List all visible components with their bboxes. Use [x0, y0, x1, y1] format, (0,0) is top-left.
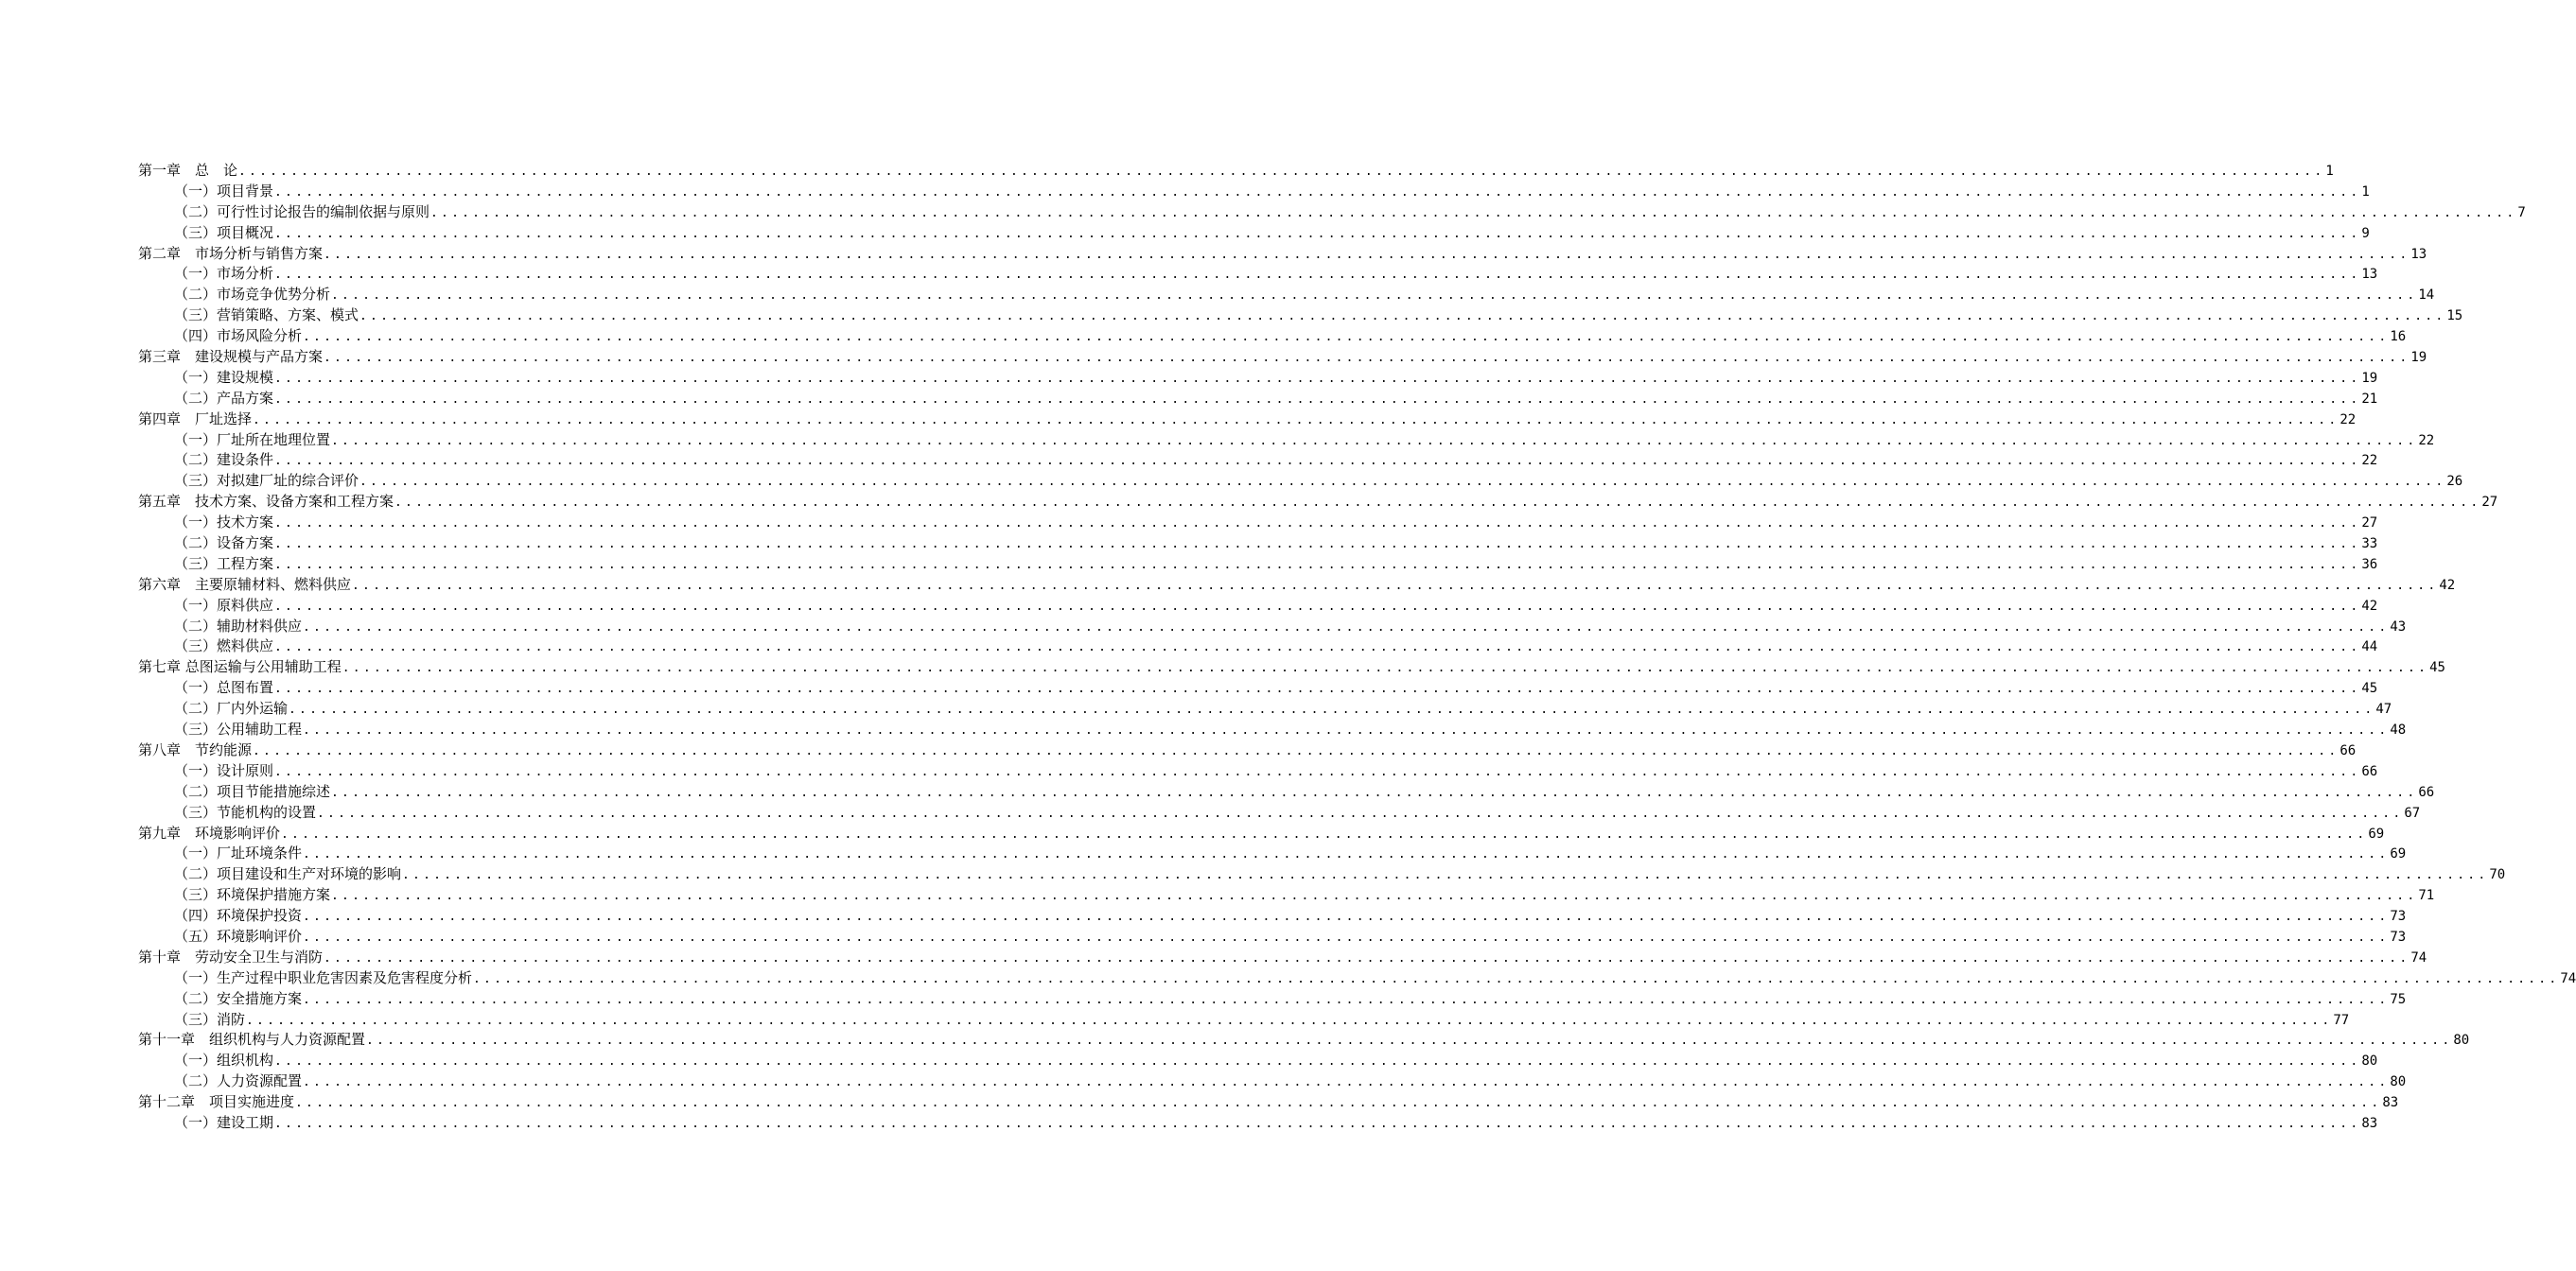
toc-section-entry[interactable]	[138, 968, 2576, 989]
toc-dot-leader: ........................................................................................................................................................................................................	[274, 1116, 2361, 1131]
toc-page-number: 74	[2410, 949, 2427, 966]
toc-entry-title: （二）人力资源配置	[174, 1072, 303, 1090]
toc-dot-leader: ........................................................................................................................................................................................................	[303, 910, 2390, 925]
toc-dot-leader: ........................................................................................................................................................................................................	[303, 847, 2390, 862]
toc-entry-title: 第六章 主要原辅材料、燃料供应	[138, 575, 352, 593]
toc-entry-title: （三）项目概况	[174, 223, 274, 241]
toc-entry-title: （三）燃料供应	[174, 637, 274, 655]
toc-chapter-entry[interactable]	[138, 409, 2357, 430]
toc-entry-title: （三）营销策略、方案、模式	[174, 306, 359, 324]
toc-page-number: 75	[2390, 991, 2407, 1007]
toc-section-entry[interactable]	[138, 864, 2506, 885]
toc-chapter-entry[interactable]	[138, 824, 2385, 844]
table-of-contents	[138, 161, 2576, 1134]
toc-page-number: 80	[2453, 1033, 2470, 1049]
toc-section-entry[interactable]	[138, 430, 2435, 451]
toc-dot-leader: ........................................................................................................................................................................................................	[473, 971, 2560, 986]
toc-page-number: 19	[2361, 370, 2378, 386]
toc-page-number: 19	[2410, 350, 2427, 366]
toc-page-number: 66	[2418, 784, 2435, 800]
toc-page-number: 36	[2361, 556, 2378, 572]
toc-dot-leader: ........................................................................................................................................................................................................	[331, 433, 2418, 448]
toc-section-entry[interactable]	[138, 471, 2463, 492]
toc-dot-leader: ........................................................................................................................................................................................................	[274, 226, 2361, 241]
toc-dot-leader: ........................................................................................................................................................................................................	[394, 496, 2481, 511]
toc-entry-title: 第七章 总图运输与公用辅助工程	[138, 658, 342, 676]
toc-dot-leader: ........................................................................................................................................................................................................	[331, 288, 2418, 304]
toc-page-number: 42	[2361, 598, 2378, 614]
toc-section-entry[interactable]	[138, 699, 2392, 720]
toc-entry-title: （三）对拟建厂址的综合评价	[174, 472, 359, 490]
toc-page-number: 77	[2333, 1012, 2350, 1028]
toc-dot-leader: ........................................................................................................................................................................................................	[274, 640, 2361, 655]
toc-page-number: 22	[2339, 411, 2357, 427]
toc-page-number: 74	[2560, 970, 2576, 986]
toc-dot-leader: ........................................................................................................................................................................................................	[281, 827, 2368, 842]
toc-entry-title: （二）可行性讨论报告的编制依据与原则	[174, 202, 430, 220]
toc-dot-leader: ........................................................................................................................................................................................................	[324, 247, 2410, 262]
toc-entry-title: 第五章 技术方案、设备方案和工程方案	[138, 493, 394, 511]
toc-dot-leader: ........................................................................................................................................................................................................	[430, 205, 2517, 220]
toc-dot-leader: ........................................................................................................................................................................................................	[342, 661, 2429, 676]
toc-section-entry[interactable]	[138, 906, 2407, 927]
toc-dot-leader: ........................................................................................................................................................................................................	[303, 930, 2390, 945]
toc-section-entry[interactable]	[138, 513, 2378, 533]
toc-entry-title: （一）生产过程中职业危害因素及危害程度分析	[174, 968, 473, 986]
toc-section-entry[interactable]	[138, 182, 2370, 202]
toc-page-number: 14	[2418, 287, 2435, 304]
toc-entry-title: （一）市场分析	[174, 265, 274, 283]
toc-section-entry[interactable]	[138, 389, 2378, 409]
toc-section-entry[interactable]	[138, 1010, 2350, 1031]
toc-entry-title: （一）设计原则	[174, 761, 274, 779]
toc-chapter-entry[interactable]	[138, 492, 2498, 513]
toc-entry-title: （一）总图布置	[174, 679, 274, 697]
toc-dot-leader: ........................................................................................................................................................................................................	[324, 950, 2410, 966]
toc-dot-leader: ........................................................................................................................................................................................................	[366, 1034, 2453, 1049]
toc-section-entry[interactable]	[138, 368, 2378, 389]
toc-page-number: 1	[2325, 164, 2334, 179]
toc-entry-title: （三）消防	[174, 1010, 246, 1028]
toc-dot-leader: ........................................................................................................................................................................................................	[274, 764, 2361, 779]
toc-entry-title: （三）环境保护措施方案	[174, 886, 331, 904]
toc-section-entry[interactable]	[138, 678, 2378, 699]
toc-entry-title: 第十一章 组织机构与人力资源配置	[138, 1031, 366, 1049]
toc-section-entry[interactable]	[138, 533, 2378, 554]
toc-page-number: 9	[2361, 225, 2370, 241]
toc-page-number: 47	[2375, 702, 2392, 718]
toc-dot-leader: ........................................................................................................................................................................................................	[359, 475, 2446, 490]
toc-section-entry[interactable]	[138, 596, 2378, 617]
toc-entry-title: （一）组织机构	[174, 1052, 274, 1070]
toc-page-number: 15	[2446, 308, 2463, 324]
toc-page-number: 27	[2361, 515, 2378, 531]
toc-dot-leader: ........................................................................................................................................................................................................	[324, 351, 2410, 366]
toc-section-entry[interactable]	[138, 326, 2407, 347]
toc-page-number: 48	[2390, 723, 2407, 739]
toc-entry-title: （一）原料供应	[174, 596, 274, 614]
toc-page-number: 26	[2446, 474, 2463, 490]
toc-dot-leader: ........................................................................................................................................................................................................	[238, 165, 2325, 179]
toc-chapter-entry[interactable]	[138, 161, 2334, 182]
toc-dot-leader: ........................................................................................................................................................................................................	[274, 516, 2361, 531]
toc-entry-title: 第九章 环境影响评价	[138, 824, 281, 842]
toc-entry-title: （四）市场风险分析	[174, 327, 303, 345]
toc-entry-title: （二）产品方案	[174, 389, 274, 407]
toc-chapter-entry[interactable]	[138, 1092, 2399, 1113]
toc-entry-title: （二）市场竞争优势分析	[174, 286, 331, 304]
toc-page-number: 45	[2361, 681, 2378, 697]
toc-section-entry[interactable]	[138, 803, 2421, 824]
toc-entry-title: 第八章 节约能源	[138, 740, 253, 758]
toc-chapter-entry[interactable]	[138, 740, 2357, 761]
toc-dot-leader: ........................................................................................................................................................................................................	[274, 268, 2361, 283]
toc-dot-leader: ........................................................................................................................................................................................................	[274, 557, 2361, 572]
toc-entry-title: （四）环境保护投资	[174, 907, 303, 925]
toc-page-number: 42	[2439, 577, 2456, 593]
toc-page-number: 33	[2361, 536, 2378, 552]
toc-entry-title: 第一章 总 论	[138, 162, 238, 179]
toc-dot-leader: ........................................................................................................................................................................................................	[359, 309, 2446, 324]
toc-section-entry[interactable]	[138, 223, 2370, 244]
toc-entry-title: （二）设备方案	[174, 534, 274, 552]
toc-entry-title: 第十二章 项目实施进度	[138, 1093, 295, 1111]
toc-entry-title: （五）环境影响评价	[174, 927, 303, 945]
toc-dot-leader: ........................................................................................................................................................................................................	[352, 578, 2439, 593]
toc-entry-title: （三）公用辅助工程	[174, 721, 303, 739]
toc-page-number: 13	[2361, 267, 2378, 283]
toc-chapter-entry[interactable]	[138, 657, 2445, 678]
toc-entry-title: （三）节能机构的设置	[174, 803, 317, 821]
toc-section-entry[interactable]	[138, 927, 2407, 948]
toc-page-number: 13	[2410, 246, 2427, 262]
toc-page-number: 69	[2390, 846, 2407, 862]
toc-chapter-entry[interactable]	[138, 1030, 2470, 1051]
toc-page-number: 80	[2361, 1053, 2378, 1070]
toc-section-entry[interactable]	[138, 264, 2378, 285]
toc-dot-leader: ........................................................................................................................................................................................................	[303, 723, 2390, 739]
toc-dot-leader: ........................................................................................................................................................................................................	[295, 1096, 2382, 1111]
toc-dot-leader: ........................................................................................................................................................................................................	[274, 392, 2361, 407]
toc-page-number: 43	[2390, 618, 2407, 635]
toc-section-entry[interactable]	[138, 782, 2435, 803]
toc-dot-leader: ........................................................................................................................................................................................................	[303, 330, 2390, 345]
toc-section-entry[interactable]	[138, 1113, 2378, 1134]
toc-page-number: 69	[2368, 826, 2385, 842]
toc-entry-title: （二）建设条件	[174, 451, 274, 469]
toc-dot-leader: ........................................................................................................................................................................................................	[274, 454, 2361, 469]
toc-page-number: 71	[2418, 888, 2435, 904]
toc-dot-leader: ........................................................................................................................................................................................................	[253, 412, 2339, 427]
toc-dot-leader: ........................................................................................................................................................................................................	[303, 1075, 2390, 1090]
toc-section-entry[interactable]	[138, 202, 2526, 223]
toc-section-entry[interactable]	[138, 1051, 2378, 1071]
toc-page-number: 45	[2429, 660, 2445, 676]
toc-dot-leader: ........................................................................................................................................................................................................	[331, 785, 2418, 800]
toc-page-number: 44	[2361, 639, 2378, 655]
toc-dot-leader: ........................................................................................................................................................................................................	[303, 619, 2390, 635]
toc-dot-leader: ........................................................................................................................................................................................................	[253, 743, 2339, 758]
toc-section-entry[interactable]	[138, 885, 2435, 906]
toc-page-number: 1	[2361, 183, 2370, 200]
toc-page-number: 73	[2390, 929, 2407, 945]
toc-section-entry[interactable]	[138, 989, 2407, 1010]
toc-page-number: 70	[2489, 867, 2506, 883]
toc-entry-title: 第四章 厂址选择	[138, 409, 253, 427]
toc-entry-title: （二）安全措施方案	[174, 989, 303, 1007]
toc-page-number: 83	[2361, 1115, 2378, 1131]
toc-dot-leader: ........................................................................................................................................................................................................	[303, 992, 2390, 1007]
toc-page-number: 73	[2390, 909, 2407, 925]
toc-section-entry[interactable]	[138, 1071, 2407, 1092]
toc-dot-leader: ........................................................................................................................................................................................................	[289, 703, 2375, 718]
toc-section-entry[interactable]	[138, 844, 2407, 864]
toc-page-number: 22	[2361, 453, 2378, 469]
toc-dot-leader: ........................................................................................................................................................................................................	[274, 1054, 2361, 1070]
toc-dot-leader: ........................................................................................................................................................................................................	[274, 184, 2361, 200]
toc-entry-title: 第二章 市场分析与销售方案	[138, 244, 324, 262]
toc-entry-title: （一）厂址环境条件	[174, 844, 303, 862]
toc-entry-title: （一）建设工期	[174, 1113, 274, 1131]
toc-section-entry[interactable]	[138, 450, 2378, 471]
toc-section-entry[interactable]	[138, 636, 2378, 657]
toc-entry-title: （一）建设规模	[174, 368, 274, 386]
toc-page-number: 80	[2390, 1074, 2407, 1090]
toc-dot-leader: ........................................................................................................................................................................................................	[317, 806, 2404, 821]
toc-dot-leader: ........................................................................................................................................................................................................	[274, 537, 2361, 552]
toc-dot-leader: ........................................................................................................................................................................................................	[274, 682, 2361, 697]
toc-page-number: 67	[2404, 805, 2421, 821]
toc-page-number: 16	[2390, 329, 2407, 345]
toc-dot-leader: ........................................................................................................................................................................................................	[274, 599, 2361, 614]
toc-entry-title: （二）辅助材料供应	[174, 617, 303, 635]
toc-page-number: 21	[2361, 391, 2378, 407]
toc-dot-leader: ........................................................................................................................................................................................................	[274, 371, 2361, 386]
toc-page-number: 22	[2418, 432, 2435, 448]
toc-chapter-entry[interactable]	[138, 347, 2427, 368]
toc-entry-title: （三）工程方案	[174, 554, 274, 572]
toc-page-number: 83	[2382, 1095, 2399, 1111]
toc-dot-leader: ........................................................................................................................................................................................................	[246, 1013, 2333, 1028]
toc-entry-title: （二）厂内外运输	[174, 700, 289, 718]
toc-entry-title: （二）项目建设和生产对环境的影响	[174, 865, 402, 883]
toc-page-number: 66	[2361, 763, 2378, 779]
toc-section-entry[interactable]	[138, 305, 2463, 326]
toc-dot-leader: ........................................................................................................................................................................................................	[331, 889, 2418, 904]
toc-section-entry[interactable]	[138, 720, 2407, 740]
toc-entry-title: （一）技术方案	[174, 514, 274, 531]
toc-page-number: 66	[2339, 742, 2357, 758]
toc-page-number: 27	[2481, 495, 2498, 511]
toc-chapter-entry[interactable]	[138, 244, 2427, 265]
toc-section-entry[interactable]	[138, 761, 2378, 782]
toc-dot-leader: ........................................................................................................................................................................................................	[402, 868, 2489, 883]
toc-entry-title: （一）厂址所在地理位置	[174, 430, 331, 448]
toc-entry-title: （一）项目背景	[174, 182, 274, 200]
toc-entry-title: （二）项目节能措施综述	[174, 782, 331, 800]
toc-chapter-entry[interactable]	[138, 948, 2427, 968]
toc-entry-title: 第十章 劳动安全卫生与消防	[138, 948, 324, 966]
toc-section-entry[interactable]	[138, 554, 2378, 575]
toc-section-entry[interactable]	[138, 285, 2435, 305]
toc-page-number: 7	[2517, 204, 2526, 220]
toc-entry-title: 第三章 建设规模与产品方案	[138, 348, 324, 366]
toc-chapter-entry[interactable]	[138, 575, 2456, 596]
toc-section-entry[interactable]	[138, 617, 2407, 637]
